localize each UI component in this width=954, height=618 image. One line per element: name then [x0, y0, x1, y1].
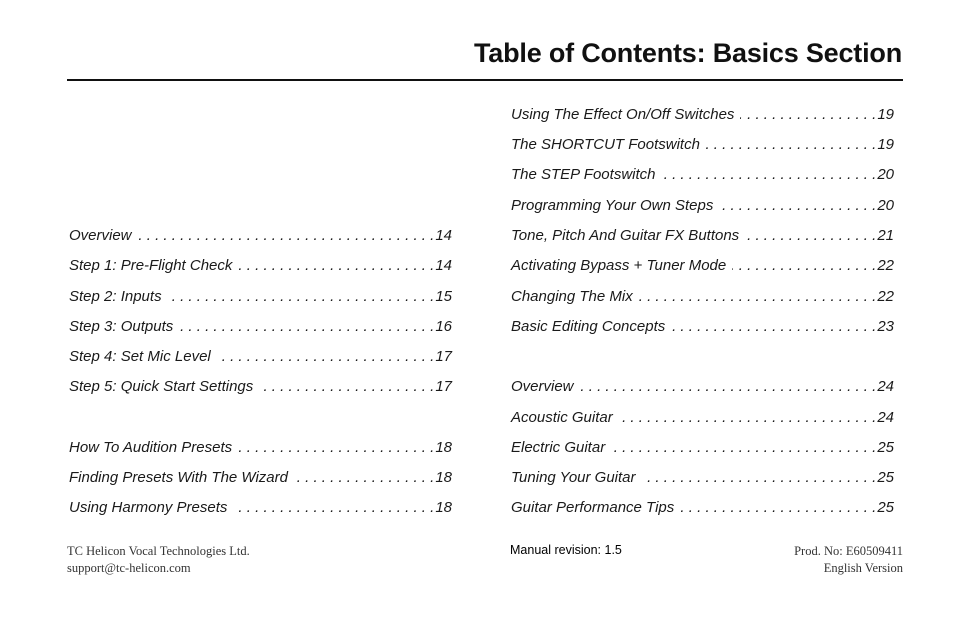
toc-entry-label: Changing The Mix — [511, 288, 633, 305]
toc-entry-label: How To Audition Presets — [69, 439, 233, 456]
footer-product-block — [794, 543, 903, 577]
toc-entry-page: 18 — [435, 439, 452, 456]
toc-entry[interactable] — [511, 257, 894, 277]
toc-entry[interactable] — [69, 257, 452, 277]
toc-entry-label: Overview — [511, 378, 574, 395]
toc-entry-label: The SHORTCUT Footswitch — [511, 136, 700, 153]
toc-entry[interactable] — [511, 227, 894, 247]
toc-entry[interactable] — [69, 288, 452, 308]
toc-entry-label: Acoustic Guitar — [511, 409, 613, 426]
toc-entry-label: Using Harmony Presets — [69, 499, 228, 516]
toc-entry[interactable] — [511, 288, 894, 308]
dot-leader — [168, 288, 435, 305]
toc-entry[interactable] — [511, 106, 894, 126]
dot-leader — [719, 197, 876, 214]
toc-entry-page: 20 — [877, 197, 894, 214]
dot-leader — [619, 409, 877, 426]
toc-entry-label: Step 3: Outputs — [69, 318, 174, 335]
toc-entry[interactable] — [511, 499, 894, 519]
dot-leader — [580, 378, 877, 395]
toc-entry-page: 14 — [435, 257, 452, 274]
toc-entry-label: Activating Bypass + Tuner Mode — [511, 257, 727, 274]
dot-leader — [740, 106, 876, 123]
dot-leader — [706, 136, 876, 153]
toc-entry-label: Programming Your Own Steps — [511, 197, 714, 214]
manual-revision: Manual revision: 1.5 — [510, 543, 622, 557]
dot-leader — [642, 469, 877, 486]
toc-entry-page: 24 — [877, 378, 894, 395]
toc-entry[interactable] — [511, 136, 894, 156]
toc-entry-page: 19 — [877, 136, 894, 153]
toc-entry-page: 17 — [435, 378, 452, 395]
toc-entry[interactable] — [511, 439, 894, 459]
toc-entry-page: 18 — [435, 499, 452, 516]
toc-entry[interactable] — [69, 348, 452, 368]
dot-leader — [217, 348, 435, 365]
dot-leader — [179, 318, 434, 335]
toc-entry-page: 23 — [877, 318, 894, 335]
company-name: TC Helicon Vocal Technologies Ltd. — [67, 544, 250, 558]
toc-entry-label: Step 4: Set Mic Level — [69, 348, 211, 365]
toc-entry-page: 15 — [435, 288, 452, 305]
toc-entry-label: The STEP Footswitch — [511, 166, 656, 183]
toc-entry-page: 21 — [877, 227, 894, 244]
page-title: Table of Contents: Basics Section — [474, 38, 902, 68]
toc-entry[interactable] — [69, 378, 452, 398]
support-email[interactable]: support@tc-helicon.com — [67, 561, 191, 575]
toc-entry-page: 20 — [877, 166, 894, 183]
toc-entry-label: Electric Guitar — [511, 439, 606, 456]
toc-entry-label: Overview — [69, 227, 132, 244]
footer-company-block — [67, 543, 250, 577]
title-divider — [67, 79, 903, 81]
toc-entry[interactable] — [69, 318, 452, 338]
toc-entry-label: Tuning Your Guitar — [511, 469, 636, 486]
dot-leader — [671, 318, 876, 335]
dot-leader — [138, 227, 435, 244]
toc-entry-label: Guitar Performance Tips — [511, 499, 675, 516]
toc-entry[interactable] — [511, 409, 894, 429]
toc-entry-label: Step 5: Quick Start Settings — [69, 378, 254, 395]
toc-entry-page: 24 — [877, 409, 894, 426]
dot-leader — [639, 288, 877, 305]
language-version: English Version — [823, 561, 903, 575]
toc-entry-page: 16 — [435, 318, 452, 335]
toc-entry-page: 19 — [877, 106, 894, 123]
toc-entry-label: Finding Presets With The Wizard — [69, 469, 288, 486]
toc-entry[interactable] — [69, 227, 452, 247]
toc-entry[interactable] — [511, 197, 894, 217]
toc-entry[interactable] — [69, 439, 452, 459]
dot-leader — [611, 439, 876, 456]
toc-entry-label: Tone, Pitch And Guitar FX Buttons — [511, 227, 740, 244]
toc-entry-page: 14 — [435, 227, 452, 244]
toc-entry-label: Step 2: Inputs — [69, 288, 162, 305]
toc-entry-page: 25 — [877, 439, 894, 456]
toc-entry[interactable] — [69, 469, 452, 489]
toc-entry-label: Using The Effect On/Off Switches — [511, 106, 735, 123]
toc-entry[interactable] — [511, 469, 894, 489]
toc-entry-page: 22 — [877, 257, 894, 274]
toc-entry-page: 17 — [435, 348, 452, 365]
toc-entry[interactable] — [69, 499, 452, 519]
dot-leader — [233, 499, 434, 516]
toc-entry-page: 25 — [877, 499, 894, 516]
toc-entry-label: Basic Editing Concepts — [511, 318, 666, 335]
toc-entry[interactable] — [511, 378, 894, 398]
toc-entry[interactable] — [511, 166, 894, 186]
dot-leader — [294, 469, 434, 486]
dot-leader — [745, 227, 876, 244]
dot-leader — [259, 378, 434, 395]
toc-entry[interactable] — [511, 318, 894, 338]
toc-entry-page: 25 — [877, 469, 894, 486]
dot-leader — [662, 166, 877, 183]
dot-leader — [238, 257, 434, 274]
dot-leader — [680, 499, 876, 516]
dot-leader — [732, 257, 876, 274]
toc-entry-label: Step 1: Pre-Flight Check — [69, 257, 233, 274]
toc-entry-page: 22 — [877, 288, 894, 305]
toc-entry-page: 18 — [435, 469, 452, 486]
dot-leader — [238, 439, 434, 456]
product-number: Prod. No: E60509411 — [794, 544, 903, 558]
